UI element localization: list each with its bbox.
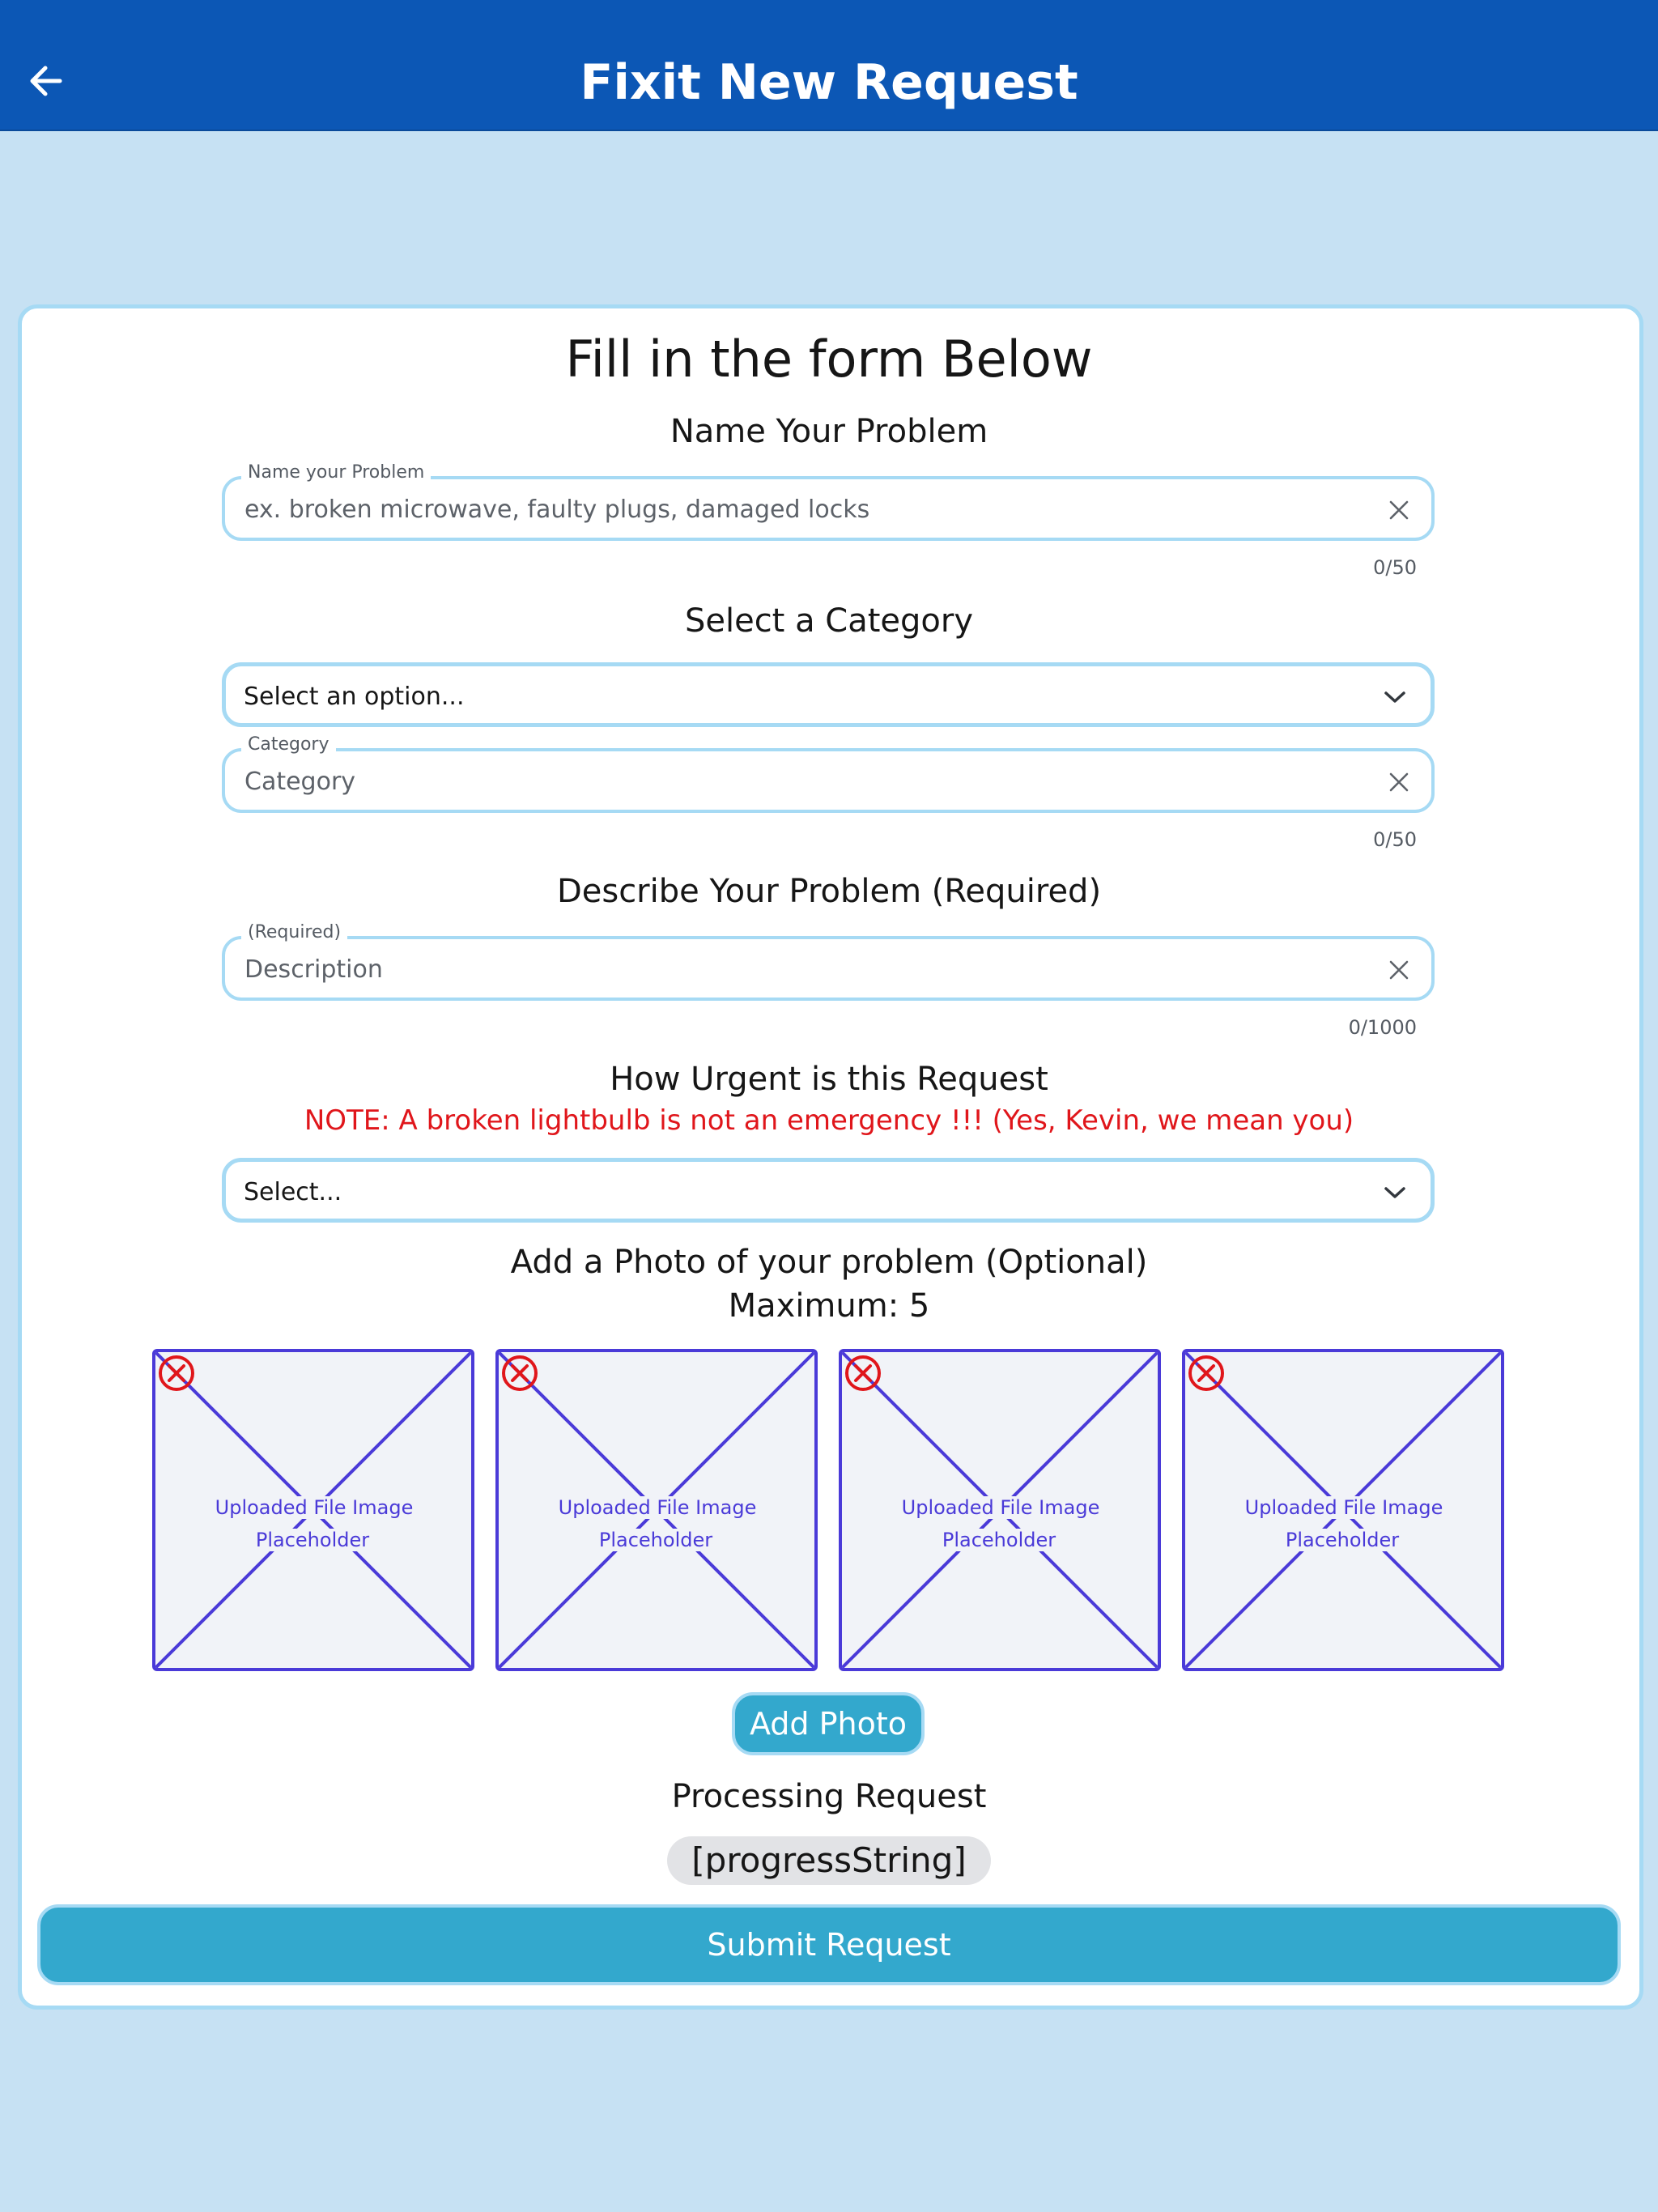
photo-maximum: Maximum: 5 <box>728 1287 930 1325</box>
photo-placeholder-4 <box>1182 1349 1504 1671</box>
description-placeholder: Description <box>244 955 383 984</box>
chevron-down-icon <box>1380 683 1409 712</box>
urgency-note: NOTE: A broken lightbulb is not an emergency !!! (Yes, Kevin, we mean you) <box>304 1104 1354 1137</box>
photo-caption: Uploaded File Image Placeholder <box>558 1496 757 1551</box>
urgency-select[interactable] <box>222 1158 1435 1223</box>
progress-indicator: [progressString] <box>667 1836 991 1885</box>
problem-name-counter: 0/50 <box>1373 556 1417 579</box>
description-heading: Describe Your Problem (Required) <box>556 873 1102 910</box>
photo-caption: Uploaded File Image Placeholder <box>215 1496 414 1551</box>
add-photo-button[interactable]: Add Photo <box>732 1692 925 1755</box>
clear-icon[interactable] <box>1384 768 1414 797</box>
remove-photo-icon[interactable] <box>1187 1354 1226 1393</box>
photo-heading: Add a Photo of your problem (Optional) <box>510 1244 1148 1281</box>
clear-icon[interactable] <box>1384 955 1414 985</box>
page-title: Fixit New Request <box>580 54 1078 111</box>
chevron-down-icon <box>1380 1178 1409 1207</box>
photo-placeholder-3 <box>839 1349 1161 1671</box>
category-select[interactable] <box>222 662 1435 727</box>
description-field-label: (Required) <box>241 921 347 944</box>
form-title: Fill in the form Below <box>565 330 1093 389</box>
category-counter: 0/50 <box>1373 828 1417 851</box>
urgency-heading: How Urgent is this Request <box>610 1061 1048 1098</box>
photo-placeholder-1 <box>152 1349 474 1671</box>
problem-name-placeholder: ex. broken microwave, faulty plugs, damaged locks <box>244 496 870 524</box>
problem-name-label: Name your Problem <box>241 462 431 484</box>
category-field[interactable] <box>222 734 1435 813</box>
category-heading: Select a Category <box>684 602 974 640</box>
remove-photo-icon[interactable] <box>157 1354 196 1393</box>
problem-name-field[interactable] <box>222 462 1435 541</box>
description-field[interactable] <box>222 922 1435 1001</box>
photo-placeholder-2 <box>495 1349 818 1671</box>
processing-label: Processing Request <box>671 1778 987 1815</box>
remove-photo-icon[interactable] <box>844 1354 882 1393</box>
description-counter: 0/1000 <box>1348 1016 1417 1039</box>
urgency-select-value: Select... <box>244 1178 342 1206</box>
clear-icon[interactable] <box>1384 496 1414 525</box>
remove-photo-icon[interactable] <box>500 1354 539 1393</box>
category-select-value: Select an option... <box>244 683 465 711</box>
photo-caption: Uploaded File Image Placeholder <box>901 1496 1100 1551</box>
category-field-label: Category <box>241 734 336 756</box>
photo-caption: Uploaded File Image Placeholder <box>1244 1496 1443 1551</box>
app-header <box>0 0 1658 131</box>
category-placeholder: Category <box>244 768 356 796</box>
submit-request-button[interactable]: Submit Request <box>37 1904 1621 1985</box>
name-problem-heading: Name Your Problem <box>670 413 988 450</box>
